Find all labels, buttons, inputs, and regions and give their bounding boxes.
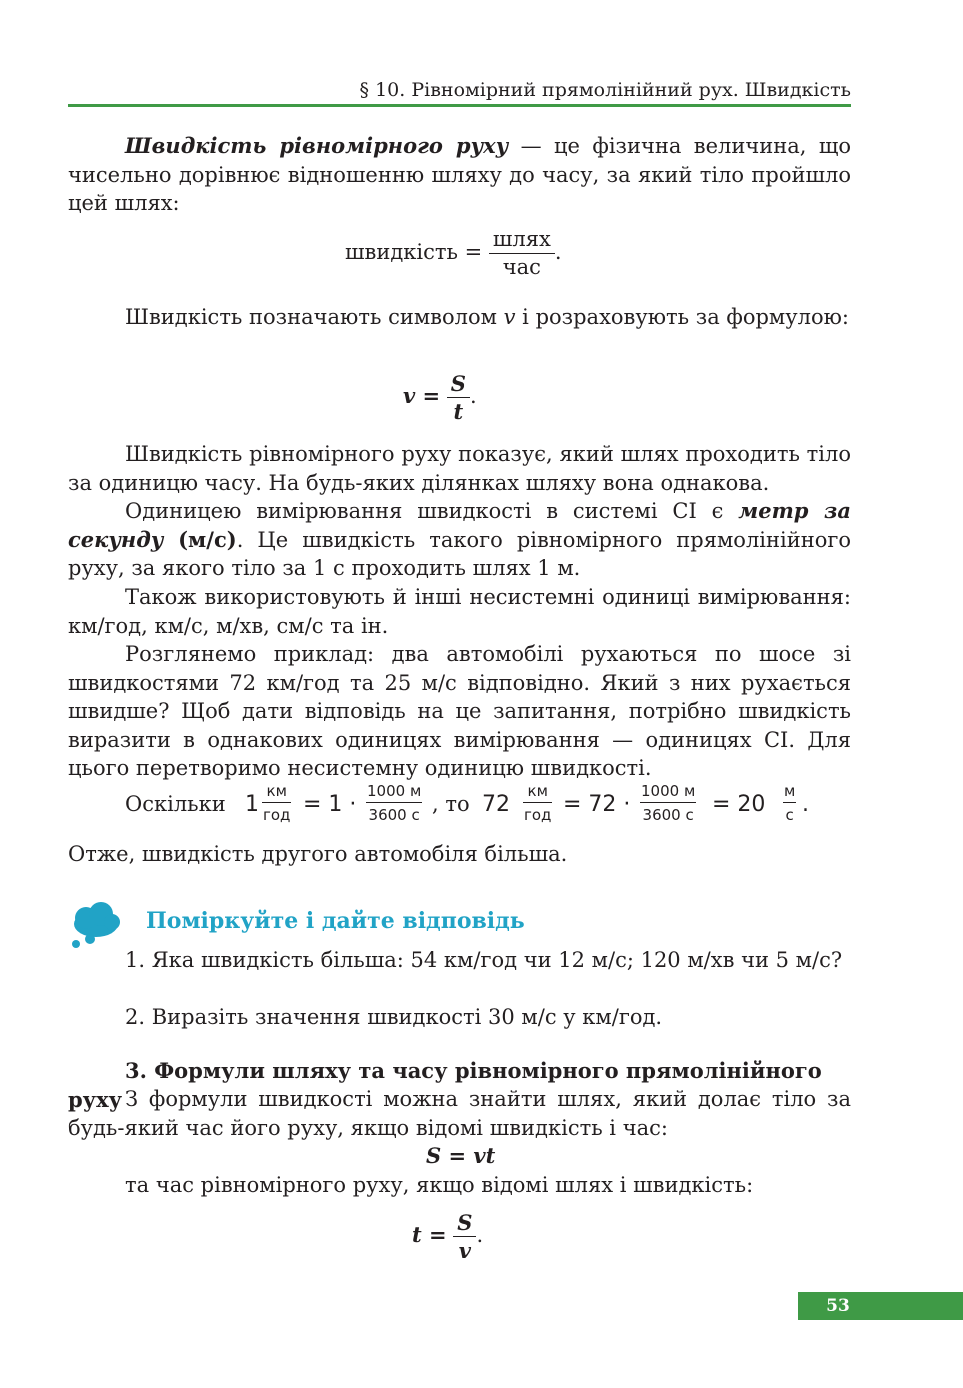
m1000-label: 1000 м (366, 780, 422, 803)
section-3-paragraph-1: З формули швидкості можна знайти шлях, який долає тіло за будь-який час його руху, якщо відомі швидкість і час: (68, 1087, 851, 1140)
page-number-bar (798, 1292, 963, 1320)
velocity-formula-fraction (447, 370, 470, 425)
conversion-eq1: = 1 · (303, 792, 357, 817)
section-3-heading: 3. Формули шляху та часу рівномірного прямолінійного руху (68, 1058, 822, 1112)
page-number: 53 (826, 1296, 850, 1316)
symbol-text-2: і розраховують за формулою: (515, 305, 849, 329)
velocity-formula-period: . (469, 384, 477, 408)
path-formula: S = vt (426, 1143, 496, 1168)
word-formula-denominator: час (502, 255, 541, 279)
word-formula-numerator: шлях (489, 226, 555, 254)
conversion-fraction-kmh-2 (523, 780, 552, 827)
symbol-paragraph (68, 303, 851, 332)
question-1: 1. Яка швидкість більша: 54 км/год чи 12 м/с; 120 м/хв чи 5 м/с? (125, 948, 843, 972)
conclusion-paragraph: Отже, швидкість другого автомобіля більша. (68, 842, 568, 866)
unit-text-1: Одиницею вимірювання швидкості в системі СІ є (125, 499, 739, 523)
unit-paragraph (68, 497, 851, 583)
unit-text-2: . Це швидкість такого рівномірного прямолінійного руху, за якого тіло за 1 с проходить шлях 1 м. (68, 527, 852, 581)
velocity-formula (403, 370, 477, 425)
s3600-label: 3600 с (642, 806, 694, 824)
conversion-one: 1 (245, 792, 259, 817)
conversion-72: 72 (482, 792, 510, 817)
word-formula (345, 226, 562, 281)
question-2: 2. Виразіть значення швидкості 30 м/с у км/год. (125, 1005, 663, 1029)
m-label: м (783, 780, 796, 803)
time-formula-period: . (476, 1223, 484, 1247)
time-formula-lhs: t = (412, 1222, 447, 1247)
symbol-text-1: Швидкість позначають символом (125, 305, 504, 329)
conversion-fraction-1 (366, 780, 422, 827)
unit-term: метр за секунду (68, 498, 851, 552)
word-formula-fraction (489, 226, 555, 281)
word-formula-lhs: швидкість = (345, 240, 483, 264)
km-label: км (262, 780, 291, 803)
word-formula-period: . (554, 240, 562, 264)
velocity-formula-lhs: v = (403, 383, 441, 408)
velocity-symbol: v (503, 305, 516, 329)
conversion-eq3: = 20 (712, 792, 766, 817)
definition-term: Швидкість рівномірного руху (125, 133, 509, 158)
m1000-label: 1000 м (640, 780, 696, 803)
conversion-eq2: = 72 · (563, 792, 631, 817)
think-title: Поміркуйте і дайте відповідь (146, 908, 525, 934)
hour-label: год (524, 806, 552, 824)
unit-symbol: (м/с) (163, 526, 237, 552)
time-formula (412, 1209, 483, 1264)
meaning-paragraph: Швидкість рівномірного руху показує, який шлях проходить тіло за одиницю часу. На будь-яких ділянках шляху вона однакова. (68, 442, 851, 495)
example-paragraph: Розглянемо приклад: два автомобілі рухаються по шосе зі швидкостями 72 км/год та 25 м/с відповідно. Який з них рухається швидше? Щоб дати відповідь на це запитання, потрібно швидкість виразити в однакових одиницях вимірювання — одиницях СІ. Для цього перетворимо несистемну одиницю швидкості. (68, 642, 851, 781)
hour-label: год (263, 806, 291, 824)
velocity-formula-numerator: S (447, 370, 470, 398)
velocity-formula-denominator: t (453, 399, 464, 424)
conversion-period: . (802, 792, 809, 817)
s-label: с (785, 806, 794, 824)
km-label: км (523, 780, 552, 803)
s3600-label: 3600 с (368, 806, 420, 824)
running-header: § 10. Рівномірний прямолінійний рух. Швидкість (359, 79, 851, 101)
unit-conversion (125, 780, 845, 834)
header-rule (68, 104, 851, 107)
time-formula-numerator: S (453, 1209, 476, 1237)
definition-paragraph (68, 132, 851, 218)
conversion-fraction-2 (640, 780, 696, 827)
conversion-fraction-kmh-1 (262, 780, 291, 827)
definition-text: — це фізична величина, що чисельно дорівнює відношенню шляху до часу, за який тіло пройшло цей шлях: (68, 134, 851, 216)
time-formula-fraction (453, 1209, 476, 1264)
other-units-paragraph: Також використовують й інші несистемні одиниці вимірювання: км/год, км/с, м/хв, см/с та ін. (68, 585, 851, 638)
conversion-then: , то (432, 792, 470, 816)
time-formula-denominator: v (458, 1238, 471, 1263)
section-3-paragraph-2: та час рівномірного руху, якщо відомі шлях і швидкість: (125, 1173, 754, 1197)
conversion-since: Оскільки (125, 792, 226, 816)
conversion-fraction-ms (783, 780, 796, 827)
